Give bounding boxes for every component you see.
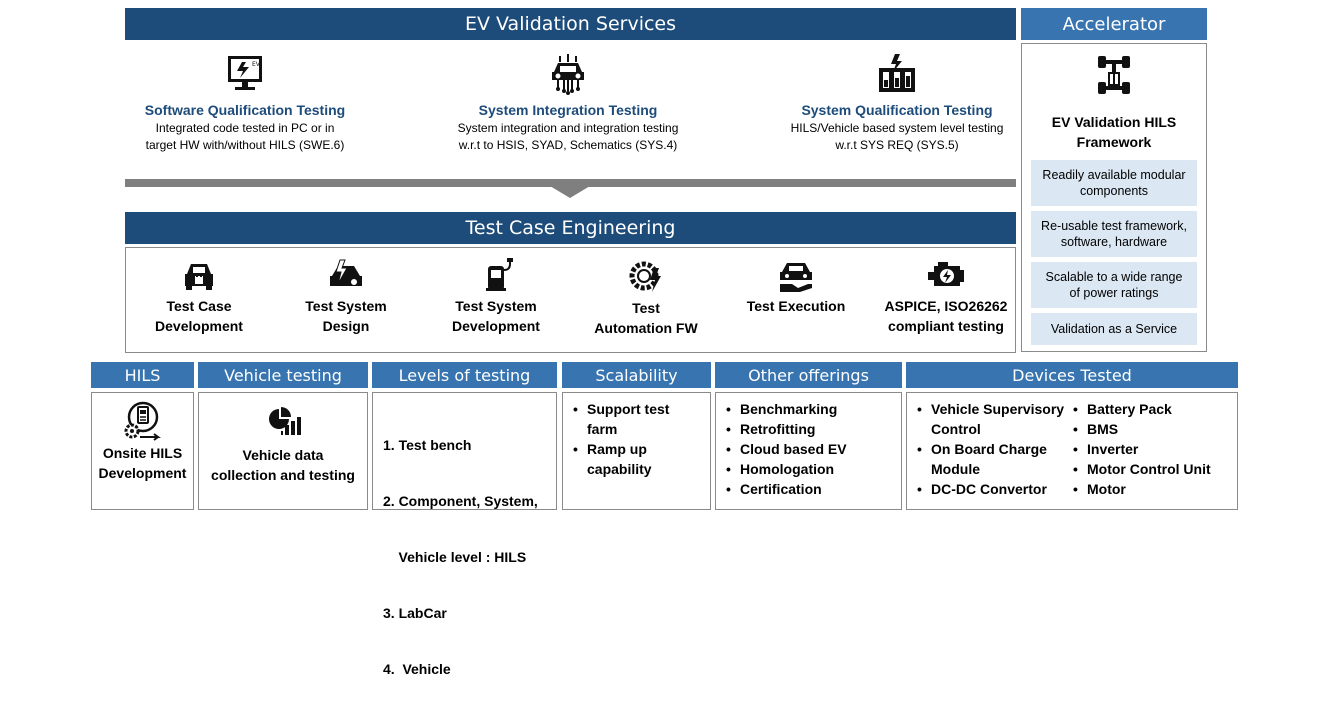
tce-label-line2: Design xyxy=(322,318,370,334)
gear-bolt-icon xyxy=(628,258,664,294)
scalability-item xyxy=(571,399,706,439)
hils-gear-icon xyxy=(122,399,164,441)
vehicle-testing-box xyxy=(198,392,368,510)
monitor-ev-icon xyxy=(225,52,265,96)
levels-of-testing-title: Levels of testing xyxy=(398,365,531,385)
service-system-qualification xyxy=(772,52,1022,154)
tce-label-line1: Test System xyxy=(455,298,537,314)
accelerator-card-scalable xyxy=(1031,262,1197,308)
levels-item: 3. LabCar xyxy=(383,605,447,621)
tce-label-line2: compliant testing xyxy=(888,318,1004,334)
tce-label-line2: Automation FW xyxy=(594,320,698,336)
tce-label-line1: Test Case xyxy=(166,298,232,314)
device-item: • Inverter xyxy=(1071,439,1236,459)
down-arrow-icon xyxy=(550,186,590,198)
hils-title: HILS xyxy=(124,365,161,385)
devices-tested-title: Devices Tested xyxy=(1012,365,1132,385)
item-line1: • Vehicle Supervisory xyxy=(931,401,1065,417)
other-offerings-list xyxy=(724,399,894,499)
accelerator-framework-title xyxy=(1021,112,1207,152)
levels-item: 4. Vehicle xyxy=(383,661,451,677)
accelerator-title-line2: Framework xyxy=(1076,134,1152,150)
other-offering-item: • Homologation xyxy=(724,459,894,479)
item-line2: farm xyxy=(587,421,618,437)
test-case-engineering-header xyxy=(125,212,1016,244)
levels-of-testing-box xyxy=(372,392,557,677)
hils-label-line1: Onsite HILS xyxy=(102,445,183,461)
levels-item: 2. Component, System, xyxy=(383,493,538,509)
car-chip-icon xyxy=(546,52,590,96)
levels-list xyxy=(383,399,538,715)
charger-icon xyxy=(478,258,514,292)
tce-label-line1: ASPICE, ISO26262 xyxy=(884,298,1008,314)
item-line1: • Support test xyxy=(587,401,670,417)
scalability-item xyxy=(571,439,706,479)
tce-label-line1: Test Execution xyxy=(746,298,846,314)
scalability-title: Scalability xyxy=(595,365,678,385)
scalability-list xyxy=(571,399,706,479)
item-line2: Control xyxy=(931,421,981,437)
tce-item-test-system-design xyxy=(281,258,411,336)
device-item: • BMS xyxy=(1071,419,1236,439)
devices-tested-box xyxy=(906,392,1238,510)
service-title: System Qualification Testing xyxy=(801,102,993,118)
tce-item-test-execution xyxy=(731,258,861,316)
vehicle-testing-header xyxy=(198,362,368,388)
vehicle-label-line1: Vehicle data xyxy=(242,447,324,463)
service-software-qualification xyxy=(125,52,365,154)
card-line1: Re-usable test framework, xyxy=(1041,219,1187,233)
accelerator-card-vaas xyxy=(1031,313,1197,345)
hils-box xyxy=(91,392,194,510)
device-item xyxy=(915,479,1075,499)
item-line1: • DC-DC Convertor xyxy=(931,481,1047,497)
device-item: • Battery Pack xyxy=(1071,399,1236,419)
other-offering-item: • Certification xyxy=(724,479,894,499)
device-item: • Motor Control Unit xyxy=(1071,459,1236,479)
levels-item: 1. Test bench xyxy=(383,437,472,453)
vehicle-testing-label xyxy=(199,445,367,485)
service-desc-line1: System integration and integration testing xyxy=(457,121,679,135)
scalability-box xyxy=(562,392,711,510)
hils-header xyxy=(91,362,194,388)
other-offering-item: • Cloud based EV xyxy=(724,439,894,459)
service-title: System Integration Testing xyxy=(478,102,658,118)
service-title: Software Qualification Testing xyxy=(144,102,346,118)
item-line2: capability xyxy=(587,461,652,477)
scalability-header xyxy=(562,362,711,388)
levels-of-testing-header xyxy=(372,362,557,388)
card-line1: Readily available modular xyxy=(1042,168,1186,182)
ev-validation-services-title: EV Validation Services xyxy=(464,13,677,35)
card-line2: of power ratings xyxy=(1069,286,1159,300)
car-hand-icon xyxy=(778,258,814,292)
vehicle-label-line2: collection and testing xyxy=(211,467,355,483)
item-line2: Module xyxy=(931,461,980,477)
service-desc-line1: Integrated code tested in PC or in xyxy=(155,121,335,135)
other-offering-item: • Benchmarking xyxy=(724,399,894,419)
tce-label-line1: Test System xyxy=(305,298,387,314)
car-bolt-icon xyxy=(328,258,364,292)
vehicle-testing-title: Vehicle testing xyxy=(224,365,342,385)
accelerator-header xyxy=(1021,8,1207,40)
other-offering-item: • Retrofitting xyxy=(724,419,894,439)
accelerator-title: Accelerator xyxy=(1062,13,1166,35)
tce-item-test-automation-fw xyxy=(581,258,711,338)
device-item xyxy=(915,399,1075,439)
levels-item: Vehicle level : HILS xyxy=(383,549,527,565)
tce-label-line2: Development xyxy=(155,318,243,334)
card-line1: Validation as a Service xyxy=(1050,322,1178,336)
service-desc-line2: target HW with/without HILS (SWE.6) xyxy=(145,138,345,152)
service-desc-line1: HILS/Vehicle based system level testing xyxy=(790,121,1004,135)
chassis-icon xyxy=(1096,52,1132,98)
tce-label-line2: Development xyxy=(452,318,540,334)
item-line1: • On Board Charge xyxy=(931,441,1047,457)
test-case-engineering-title: Test Case Engineering xyxy=(465,217,676,239)
service-desc-line2: w.r.t SYS REQ (SYS.5) xyxy=(835,138,959,152)
accelerator-card-reusable xyxy=(1031,211,1197,257)
item-line1: • Ramp up xyxy=(587,441,647,457)
devices-list-right xyxy=(1071,399,1236,499)
test-case-engineering-panel xyxy=(125,247,1016,353)
accelerator-title-line1: EV Validation HILS xyxy=(1051,114,1177,130)
devices-list-left xyxy=(915,399,1075,499)
accelerator-card-modular xyxy=(1031,160,1197,206)
svg-text:EV: EV xyxy=(252,61,260,68)
tce-item-test-case-development xyxy=(134,258,264,336)
tce-item-test-system-development xyxy=(431,258,561,336)
card-line2: components xyxy=(1079,184,1149,198)
tce-label-line1: Test xyxy=(632,300,660,316)
chart-icon xyxy=(267,405,301,437)
service-desc-line2: w.r.t to HSIS, SYAD, Schematics (SYS.4) xyxy=(458,138,678,152)
hils-label-line2: Development xyxy=(98,465,187,481)
engine-bolt-icon xyxy=(926,258,966,292)
battery-bolt-icon xyxy=(875,52,919,96)
tce-item-aspice-compliance xyxy=(876,258,1016,336)
other-offerings-header xyxy=(715,362,902,388)
device-item: • Motor xyxy=(1071,479,1236,499)
plug-car-icon xyxy=(181,258,217,292)
other-offerings-box xyxy=(715,392,902,510)
hils-label xyxy=(92,443,193,483)
card-line1: Scalable to a wide range xyxy=(1045,270,1183,284)
ev-validation-services-header xyxy=(125,8,1016,40)
other-offerings-title: Other offerings xyxy=(748,365,869,385)
devices-tested-header xyxy=(906,362,1238,388)
service-system-integration xyxy=(433,52,703,154)
device-item xyxy=(915,439,1075,479)
card-line2: software, hardware xyxy=(1060,235,1168,249)
